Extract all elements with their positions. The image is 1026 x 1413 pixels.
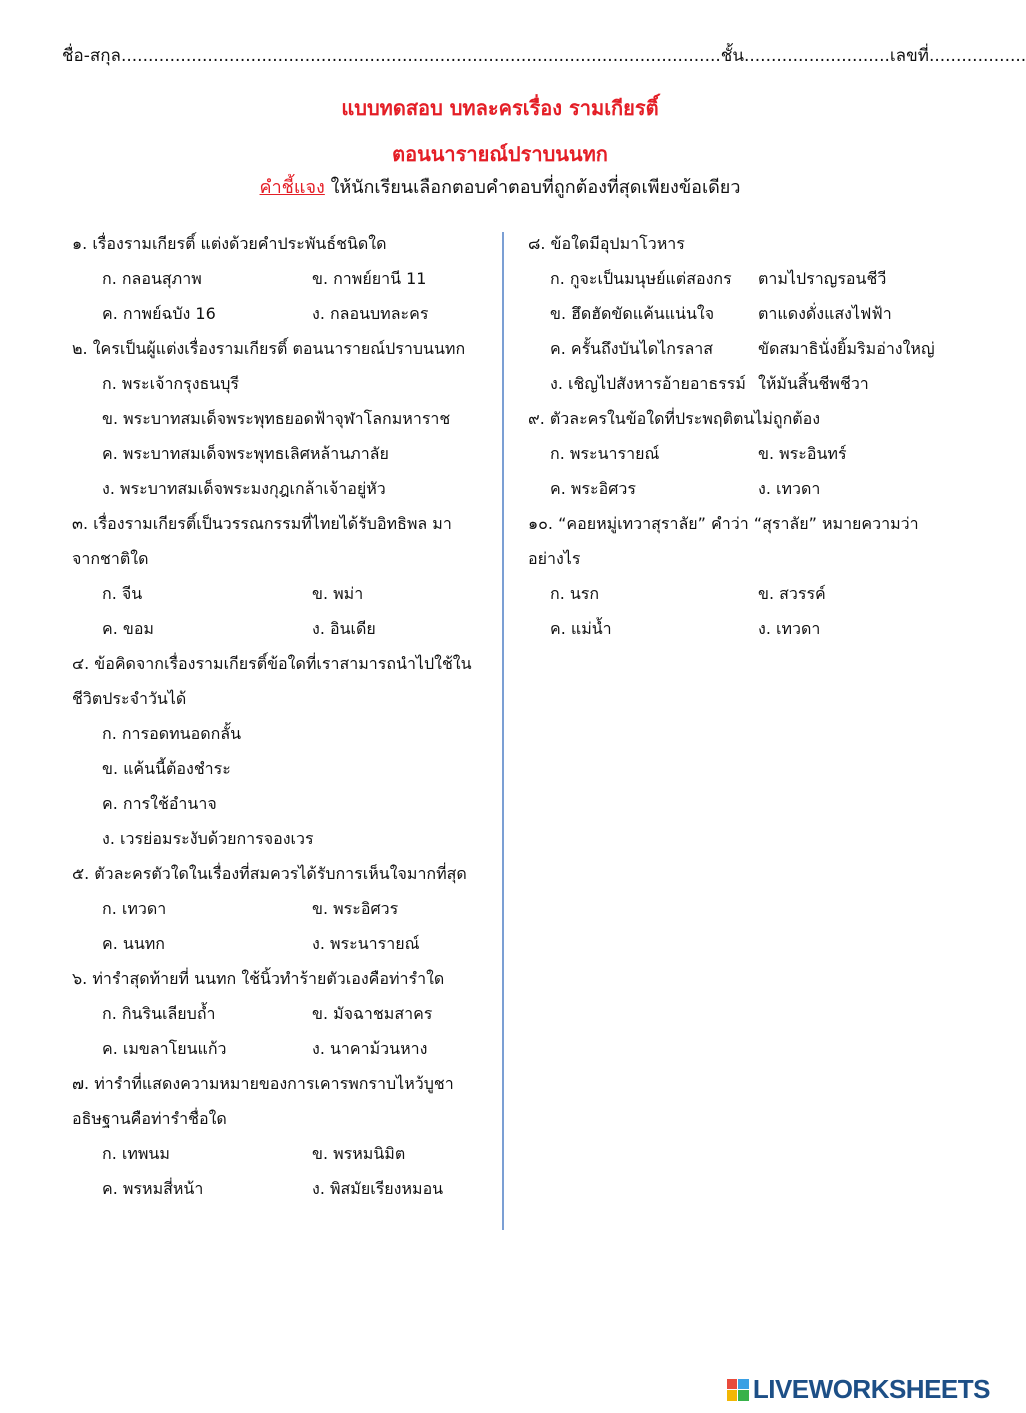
test-subtitle: ตอนนารายณ์ปราบนนทก (392, 142, 608, 166)
liveworksheets-logo-icon (727, 1379, 749, 1401)
answer-option-row (72, 1031, 492, 1066)
answer-option[interactable]: ข. พรหมนิมิต (312, 1144, 406, 1163)
question-text: ๙. ตัวละครในข้อใดที่ประพฤติตนไม่ถูกต้อง (528, 409, 821, 428)
question-text: ๗. ท่ารำที่แสดงความหมายของการเคารพกราบไหว้บูชา (72, 1074, 454, 1093)
left-question-column (72, 226, 492, 1206)
answer-option: ก. พระเจ้ากรุงธนบุรี (102, 374, 239, 393)
answer-option[interactable]: ค. เมขลาโยนแก้ว (102, 1039, 227, 1058)
answer-option-row (528, 471, 958, 506)
question-text: จากชาติใด (72, 549, 149, 568)
number-label: เลขที่ (889, 46, 929, 66)
answer-option[interactable]: ให้มันสิ้นชีพชีวา (758, 374, 869, 393)
answer-option-row (528, 611, 958, 646)
answer-option[interactable]: ง. เทวดา (758, 479, 821, 498)
answer-option[interactable]: ค. พระอิศวร (550, 479, 636, 498)
column-divider (502, 232, 504, 1230)
answer-option[interactable]: ก. พระนารายณ์ (550, 444, 660, 463)
class-label: ชั้น (720, 46, 744, 66)
answer-option[interactable]: ค. ขอม (102, 619, 154, 638)
answer-option[interactable]: ง. นาคาม้วนหาง (312, 1039, 428, 1058)
answer-option: ง. เวรย่อมระงับด้วยการจองเวร (102, 829, 314, 848)
number-field[interactable]: .................. (928, 46, 1026, 66)
instruction-keyword: คำชี้แจง (259, 177, 325, 198)
question-text: ๕. ตัวละครตัวใดในเรื่องที่สมควรได้รับการเห็นใจมากที่สุด (72, 864, 467, 883)
answer-option-row (72, 926, 492, 961)
question-text: ๖. ท่ารำสุดท้ายที่ นนทก ใช้นิ้วทำร้ายตัวเองคือท่ารำใด (72, 969, 445, 988)
class-field[interactable]: ........................... (743, 46, 890, 66)
answer-option[interactable]: ข. มัจฉาชมสาคร (312, 1004, 433, 1023)
answer-option-row (528, 436, 958, 471)
name-field[interactable]: ............................................................................................................... (120, 46, 721, 66)
answer-option-row (72, 996, 492, 1031)
question-text: ๑๐. “คอยหมู่เทวาสุราลัย” คำว่า “สุราลัย” หมายความว่า (528, 514, 919, 533)
answer-option[interactable]: ก. เทวดา (102, 899, 167, 918)
answer-option[interactable]: ง. กลอนบทละคร (312, 304, 429, 323)
instruction (0, 172, 1000, 201)
answer-option[interactable]: ก. จีน (102, 584, 143, 603)
liveworksheets-logo (727, 1374, 990, 1405)
answer-option-row (72, 1136, 492, 1171)
answer-option[interactable]: ค. แม่น้ำ (550, 619, 612, 638)
answer-option[interactable]: ก. กูจะเป็นมนุษย์แต่สองกร (550, 269, 732, 288)
answer-option-row (528, 576, 958, 611)
answer-option: ข. พระบาทสมเด็จพระพุทธยอดฟ้าจุฬาโลกมหาราช (102, 409, 451, 428)
answer-option[interactable]: ค. พรหมสี่หน้า (102, 1179, 204, 1198)
answer-option: ง. พระบาทสมเด็จพระมงกุฎเกล้าเจ้าอยู่หัว (102, 479, 386, 498)
question-text: ชีวิตประจำวันได้ (72, 689, 187, 708)
answer-option: ข. แค้นนี้ต้องชำระ (102, 759, 231, 778)
answer-option[interactable]: ค. นนทก (102, 934, 165, 953)
question-text: ๔. ข้อคิดจากเรื่องรามเกียรติ์ข้อใดที่เราสามารถนำไปใช้ใน (72, 654, 472, 673)
answer-option[interactable]: ค. กาพย์ฉบัง 16 (102, 304, 216, 323)
answer-option[interactable]: ง. อินเดีย (312, 619, 376, 638)
answer-option[interactable]: ข. พม่า (312, 584, 364, 603)
question-text: อย่างไร (528, 549, 581, 568)
answer-option[interactable]: ง. พระนารายณ์ (312, 934, 420, 953)
brand-name: LIVEWORKSHEETS (752, 1374, 990, 1404)
answer-option[interactable]: ข. สวรรค์ (758, 584, 826, 603)
answer-option[interactable]: ง. เทวดา (758, 619, 821, 638)
answer-option[interactable]: ตาแดงดั่งแสงไฟฟ้า (758, 304, 892, 323)
answer-option-row (72, 576, 492, 611)
name-label: ชื่อ-สกุล (62, 46, 121, 66)
answer-option-row (72, 891, 492, 926)
answer-option-row (72, 611, 492, 646)
answer-option[interactable]: ค. ครั้นถึงบันไดไกรลาส (550, 339, 714, 358)
answer-option: ค. พระบาทสมเด็จพระพุทธเลิศหล้านภาลัย (102, 444, 389, 463)
answer-option-row (72, 261, 492, 296)
answer-option[interactable]: ข. พระอิศวร (312, 899, 399, 918)
question-text: ๘. ข้อใดมีอุปมาโวหาร (528, 234, 685, 253)
question-text: อธิษฐานคือท่ารำชื่อใด (72, 1109, 227, 1128)
student-info-line (62, 42, 1026, 69)
question-text: ๒. ใครเป็นผู้แต่งเรื่องรามเกียรติ์ ตอนนารายณ์ปราบนนทก (72, 339, 466, 358)
answer-option[interactable]: ง. เชิญไปสังหารอ้ายอาธรรม์ (550, 374, 746, 393)
answer-option[interactable]: ก. กลอนสุภาพ (102, 269, 202, 288)
answer-option[interactable]: ข. ฮึดฮัดขัดแค้นแน่นใจ (550, 304, 715, 323)
answer-option[interactable]: ข. พระอินทร์ (758, 444, 847, 463)
test-title: แบบทดสอบ บทละครเรื่อง รามเกียรติ์ (341, 96, 659, 120)
right-question-column (528, 226, 958, 646)
answer-option: ค. การใช้อำนาจ (102, 794, 217, 813)
answer-option: ก. การอดทนอดกลั้น (102, 724, 242, 743)
answer-option[interactable]: ง. พิสมัยเรียงหมอน (312, 1179, 444, 1198)
answer-option-row (72, 296, 492, 331)
answer-option-row (528, 261, 958, 296)
answer-option[interactable]: ตามไปราญรอนชีวี (758, 269, 887, 288)
answer-option[interactable]: ก. เทพนม (102, 1144, 170, 1163)
answer-option-row (528, 366, 958, 401)
instruction-text: ให้นักเรียนเลือกตอบคำตอบที่ถูกต้องที่สุดเพียงข้อเดียว (324, 177, 741, 198)
question-text: ๑. เรื่องรามเกียรติ์ แต่งด้วยคำประพันธ์ชนิดใด (72, 234, 387, 253)
answer-option[interactable]: ก. นรก (550, 584, 600, 603)
answer-option[interactable]: ขัดสมาธินั่งยิ้มริมอ่างใหญ่ (758, 339, 935, 358)
answer-option-row (528, 296, 958, 331)
answer-option-row (72, 1171, 492, 1206)
answer-option[interactable]: ข. กาพย์ยานี 11 (312, 269, 427, 288)
question-text: ๓. เรื่องรามเกียรติ์เป็นวรรณกรรมที่ไทยได้รับอิทธิพล มา (72, 514, 452, 533)
answer-option[interactable]: ก. กินรินเลียบถ้ำ (102, 1004, 216, 1023)
answer-option-row (528, 331, 958, 366)
